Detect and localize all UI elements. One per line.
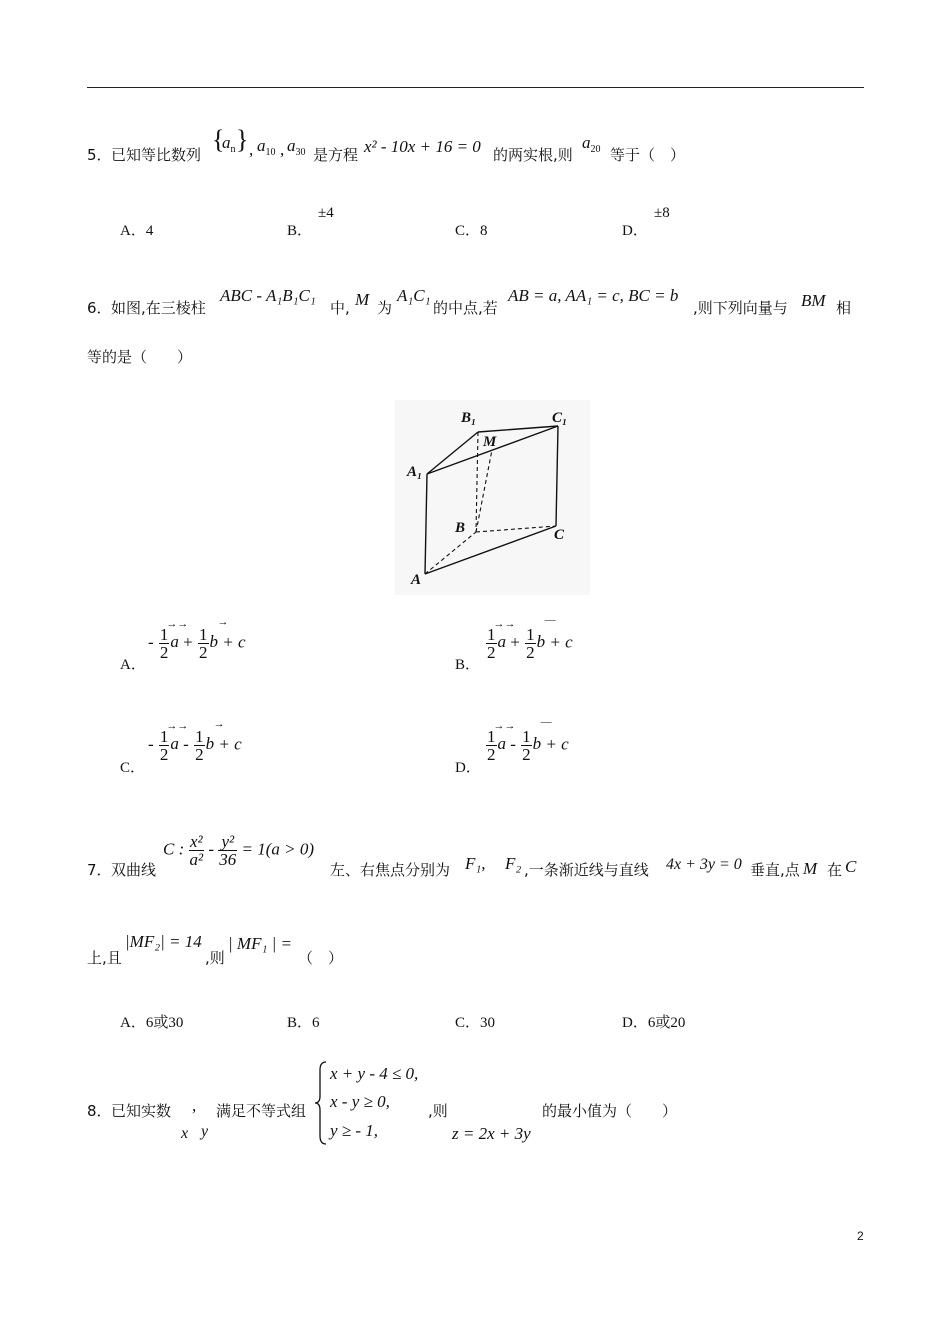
q8-ineq-3: y ≥ - 1,: [330, 1121, 379, 1140]
q5-brace-right: }: [236, 125, 249, 154]
page-number: 2: [857, 1229, 864, 1243]
q7-line2-a: 上,且: [87, 949, 122, 967]
q5-number: 5．: [87, 146, 112, 164]
q7-hyperbola: C : $\frac{\text{x²}}{\text{a²}}$ - $\frac{\text{y²}}{36}$ = 1(a > 0): [163, 832, 315, 869]
q6-option-d-label[interactable]: D．: [455, 760, 481, 776]
q5-option-a[interactable]: A．4: [120, 223, 154, 239]
q5-a20: $a_{20}$: [582, 133, 601, 155]
q5-option-d-value: ±8: [654, 205, 670, 221]
q8-text-2: 满足不等式组: [216, 1102, 307, 1120]
q7-mf1: | MF₁ | =: [228, 934, 293, 953]
q8-z: z = 2x + 3y: [452, 1124, 531, 1143]
q5-a10: $a_{10}$: [257, 136, 276, 158]
q7-c-end: C: [845, 857, 857, 876]
label-c1: C₁: [552, 410, 568, 426]
label-a1: A₁: [407, 464, 423, 480]
q7-m: M: [803, 859, 818, 878]
header-rule: [87, 87, 864, 88]
figure-background: [395, 400, 590, 595]
q7-f1: F₁,: [465, 854, 486, 873]
q7-line: 4x + 3y = 0: [666, 856, 742, 873]
q8-number: 8．: [87, 1102, 112, 1120]
label-m: M: [483, 434, 497, 450]
q7-option-c[interactable]: C．30: [455, 1015, 496, 1031]
q6-text-2: 中,: [330, 299, 350, 317]
q7-number: 7．: [87, 861, 112, 879]
q6-text-5: ,则下列向量与: [693, 299, 788, 317]
q6-option-a-expr: - $\frac{1}{2}$ →→ a + $\frac{1}{2}$ → b + c: [148, 616, 246, 662]
q5-text-1: 已知等比数列: [111, 146, 202, 164]
q7-option-b[interactable]: B．6: [287, 1015, 320, 1031]
q7-option-d[interactable]: D．6或20: [622, 1015, 686, 1031]
q8-ineq-2: x - y ≥ 0,: [330, 1092, 390, 1111]
q8-x: x: [181, 1125, 189, 1142]
q6-bm: BM: [801, 291, 826, 310]
q5-option-b-label[interactable]: B．: [287, 223, 313, 239]
q6-text-1: 如图,在三棱柱: [111, 299, 206, 317]
q7-option-a[interactable]: A．6或30: [120, 1015, 184, 1031]
q6-line-2: 等的是（ ）: [87, 348, 193, 366]
q6-a1c1: A₁C₁: [397, 286, 431, 305]
q8-ineq-1: x + y - 4 ≤ 0,: [330, 1064, 419, 1083]
prism-figure: [395, 400, 590, 595]
label-a: A: [411, 572, 422, 588]
q6-text-4: 的中点,若: [433, 299, 498, 317]
q6-text-3: 为: [377, 299, 393, 317]
q8-comma: ,: [192, 1096, 197, 1115]
q5-text-4: 等于（ ）: [610, 146, 686, 164]
system-brace: [314, 1060, 328, 1146]
q6-option-c-expr: - $\frac{1}{2}$ →→ a - $\frac{1}{2}$ → b + c: [148, 718, 242, 764]
q8-text-1: 已知实数: [111, 1102, 172, 1120]
q7-text-3: ,一条渐近线与直线: [524, 861, 649, 879]
label-c: C: [554, 527, 565, 543]
q7-text-1: 双曲线: [111, 861, 157, 879]
q7-mf2: |MF₂| = 14: [125, 932, 202, 951]
q6-prism: ABC - A₁B₁C₁: [220, 286, 316, 305]
q8-y: y: [201, 1123, 209, 1140]
label-b1: B₁: [461, 410, 477, 426]
q5-equation: x² - 10x + 16 = 0: [364, 137, 481, 156]
q7-line2-b: ,则: [205, 949, 225, 967]
q5-text-2: 是方程: [313, 146, 359, 164]
q6-option-b-expr: $\frac{1}{2}$ →→ a + $\frac{1}{2}$ — b + c: [487, 614, 573, 662]
q6-number: 6．: [87, 299, 112, 317]
q6-option-b-label[interactable]: B．: [455, 657, 481, 673]
q7-text-5: 在: [827, 861, 843, 879]
q5-a30: $a_{30}$: [287, 136, 306, 158]
label-b: B: [455, 520, 466, 536]
q6-option-d-expr: $\frac{1}{2}$ →→ a - $\frac{1}{2}$ — b + c: [487, 716, 569, 764]
q6-option-a-label[interactable]: A．: [120, 657, 146, 673]
q5-brace-left: {: [212, 125, 225, 154]
q8-text-3: ,则: [428, 1102, 448, 1120]
q5-option-c[interactable]: C．8: [455, 223, 488, 239]
q5-option-d-label[interactable]: D．: [622, 223, 648, 239]
q5-seq: $a_n$: [222, 133, 236, 155]
q7-f2: F₂: [505, 854, 522, 873]
q7-text-2: 左、右焦点分别为: [330, 861, 451, 879]
q5-text-3: 的两实根,则: [493, 146, 573, 164]
q6-condition: AB = a, AA₁ = c, BC = b: [508, 286, 679, 305]
q7-line2-c: （ ）: [298, 949, 344, 967]
q6-m: M: [355, 290, 370, 309]
q5-option-b-value: ±4: [318, 205, 334, 221]
q6-option-c-label[interactable]: C．: [120, 760, 146, 776]
q7-text-4: 垂直,点: [750, 861, 800, 879]
q6-text-6: 相: [836, 299, 852, 317]
q8-text-4: 的最小值为（ ）: [542, 1102, 678, 1120]
